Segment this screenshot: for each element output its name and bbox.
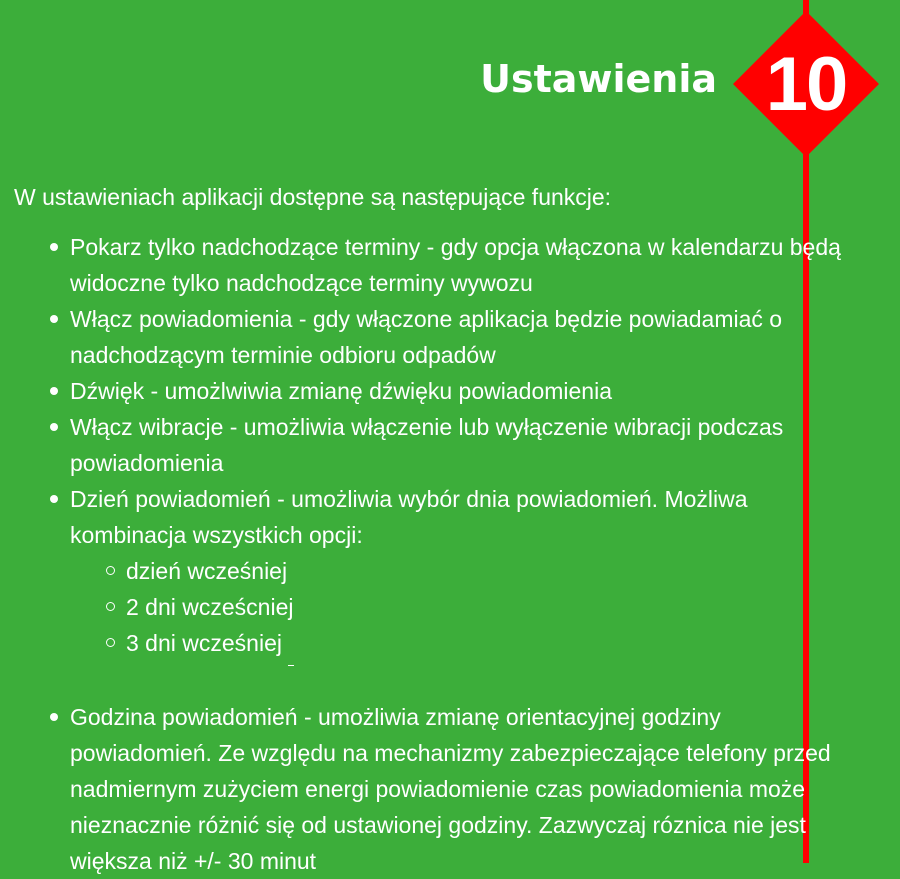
list-item xyxy=(70,699,860,879)
list-item xyxy=(70,481,860,699)
section-number: 10 xyxy=(765,41,847,127)
sub-list-item: 2 dni wcześcniej xyxy=(126,589,860,625)
sub-list-item: 3 dni wcześniej xyxy=(126,625,860,661)
settings-list xyxy=(14,229,860,879)
list-item xyxy=(70,373,860,409)
day-options-list xyxy=(70,553,860,661)
intro-text: W ustawieniach aplikacji dostępne są następujące funkcje: xyxy=(14,184,612,210)
list-item xyxy=(70,409,860,481)
list-item xyxy=(70,301,860,373)
list-item-text: Włącz wibracje - umożliwia włączenie lub wyłączenie wibracji podczas powiadomienia xyxy=(70,414,784,476)
list-item-text: Włącz powiadomienia - gdy włączone aplikacja będzie powiadamiać o nadchodzącym terminie odbioru odpadów xyxy=(70,306,783,368)
list-item-text: Dzień powiadomień - umożliwia wybór dnia powiadomień. Możliwa kombinacja wszystkich opcji: xyxy=(70,486,748,548)
page-title: Ustawienia xyxy=(480,57,717,101)
list-item-text: Pokarz tylko nadchodzące terminy - gdy opcja włączona w kalendarzu będą widoczne tylko nadchodzące terminy wywozu xyxy=(70,234,841,296)
stray-mark xyxy=(288,665,294,666)
spacer xyxy=(70,661,860,699)
sub-list-item: dzień wcześniej xyxy=(126,553,860,589)
list-item xyxy=(70,229,860,301)
list-item-text: Dźwięk - umożlwiwia zmianę dźwięku powiadomienia xyxy=(70,378,612,404)
list-item-text: Godzina powiadomień - umożliwia zmianę orientacyjnej godziny powiadomień. Ze względu na mechanizmy zabezpieczające telefony przed nadmiernym zużyciem energi powiadomienie czas powiadomienia może nieznacznie różnić się od ustawionej godziny. Zazwyczaj róznica nie jest większa niż +/- 30 minut xyxy=(70,704,831,874)
